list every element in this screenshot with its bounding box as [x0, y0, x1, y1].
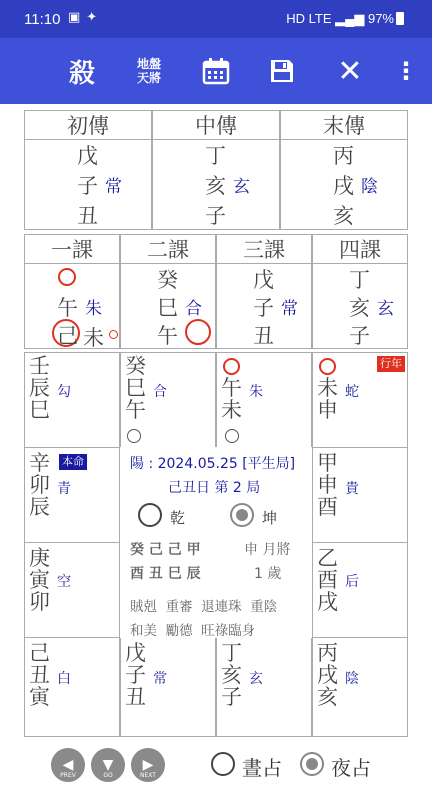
calendar-button[interactable]: [196, 38, 236, 104]
status-time: 11:10: [24, 11, 61, 28]
tags-line-2: 和美 勵德 旺祿臨身: [130, 623, 256, 639]
age: 1 歲: [254, 566, 282, 582]
chuan-col-1: 戊 子 常 丑: [24, 139, 152, 230]
dipan-label: 地盤: [136, 57, 161, 71]
prev-label: PREV: [60, 772, 76, 779]
next-label: NEXT: [140, 772, 156, 779]
more-vert-icon: ⋮: [394, 57, 418, 85]
tags-line-1: 賊剋 重審 退連珠 重陰: [130, 599, 278, 615]
xingnian-badge: 行年: [377, 356, 405, 372]
palace-chou[interactable]: 戊 子 常 丑: [120, 637, 216, 737]
chuan-col-3: 丙 戌 陰 亥: [280, 139, 408, 230]
benming-badge: 本命: [59, 454, 87, 470]
status-bar: [0, 0, 432, 38]
day-radio[interactable]: [211, 752, 235, 776]
app-toolbar: [0, 38, 432, 104]
ke-col-1: 午 朱 己 未: [24, 263, 120, 349]
qian-radio[interactable]: [138, 503, 162, 527]
qian-label: 乾: [170, 509, 186, 527]
kill-button[interactable]: 殺: [68, 58, 95, 89]
pillars-stems: 癸 己 己 甲: [130, 542, 201, 558]
ke-header-4: 四課: [312, 234, 408, 264]
battery-icon: [396, 12, 404, 25]
center-info: [120, 447, 312, 638]
tianjiang-label: 天將: [136, 71, 161, 85]
kun-radio[interactable]: [230, 503, 254, 527]
close-button[interactable]: [330, 38, 370, 104]
small-mark: [109, 330, 118, 339]
ke-col-4: 丁 亥 玄 子: [312, 263, 408, 349]
chuan-header-3: 末傳: [280, 110, 408, 140]
palace-wu[interactable]: 癸 巳 合 午: [120, 352, 216, 448]
more-menu-button[interactable]: [392, 38, 420, 104]
notification-icons: ▣✦: [68, 10, 104, 25]
pillars-branches: 酉 丑 巳 辰: [130, 566, 201, 582]
palace-mao[interactable]: 庚 寅 空 卯: [24, 542, 120, 638]
chuan-col-2: 丁 亥 玄 子: [152, 139, 280, 230]
arrow-right-icon: ▶: [142, 757, 154, 773]
mark-circle: [58, 268, 76, 286]
void-circle: [127, 429, 141, 443]
palace-shen[interactable]: 行年 未 蛇 申: [312, 352, 408, 448]
chuan-header-2: 中傳: [152, 110, 280, 140]
palace-wei[interactable]: 午 朱 未: [216, 352, 312, 448]
calendar-icon: [202, 57, 230, 85]
palace-chen[interactable]: 辛 本命 卯 青 辰: [24, 447, 120, 543]
void-circle: [225, 429, 239, 443]
date-line: 陽 : 2024.05.25 [平生局]: [130, 456, 296, 472]
mark-circle: [223, 358, 240, 375]
save-icon: [269, 58, 295, 84]
network-indicator: HD LTE: [286, 11, 332, 26]
signal-icon: ▂▄▆: [335, 11, 365, 26]
palace-si[interactable]: 壬 辰 勾 巳: [24, 352, 120, 448]
night-radio[interactable]: [300, 752, 324, 776]
palace-you[interactable]: 甲 申 貴 酉: [312, 447, 408, 543]
kun-label: 坤: [262, 509, 278, 527]
go-label: GO: [103, 772, 113, 779]
dipan-tianjiang-button[interactable]: [124, 38, 174, 104]
battery-percent: 97%: [367, 11, 394, 26]
close-icon: ✕: [337, 53, 363, 89]
ke-header-3: 三課: [216, 234, 312, 264]
save-button[interactable]: [262, 38, 302, 104]
arrow-down-icon: ▼: [102, 757, 114, 773]
palace-yin[interactable]: 己 丑 白 寅: [24, 637, 120, 737]
chuan-header-1: 初傳: [24, 110, 152, 140]
ke-col-2: 癸 巳 合 午: [120, 263, 216, 349]
ke-col-3: 戊 子 常 丑: [216, 263, 312, 349]
mark-circle: [185, 319, 211, 345]
month-general: 申 月將: [244, 542, 291, 558]
night-label: 夜占: [331, 756, 371, 780]
palace-zi[interactable]: 丁 亥 玄 子: [216, 637, 312, 737]
ke-header-2: 二課: [120, 234, 216, 264]
palace-hai[interactable]: 丙 戌 陰 亥: [312, 637, 408, 737]
palace-xu[interactable]: 乙 酉 后 戌: [312, 542, 408, 638]
ju-line: 己丑日 第 2 局: [168, 480, 261, 496]
status-right: [286, 11, 404, 27]
arrow-left-icon: ◀: [62, 757, 74, 773]
ke-header-1: 一課: [24, 234, 120, 264]
day-label: 晝占: [242, 756, 282, 780]
mark-circle: [319, 358, 336, 375]
